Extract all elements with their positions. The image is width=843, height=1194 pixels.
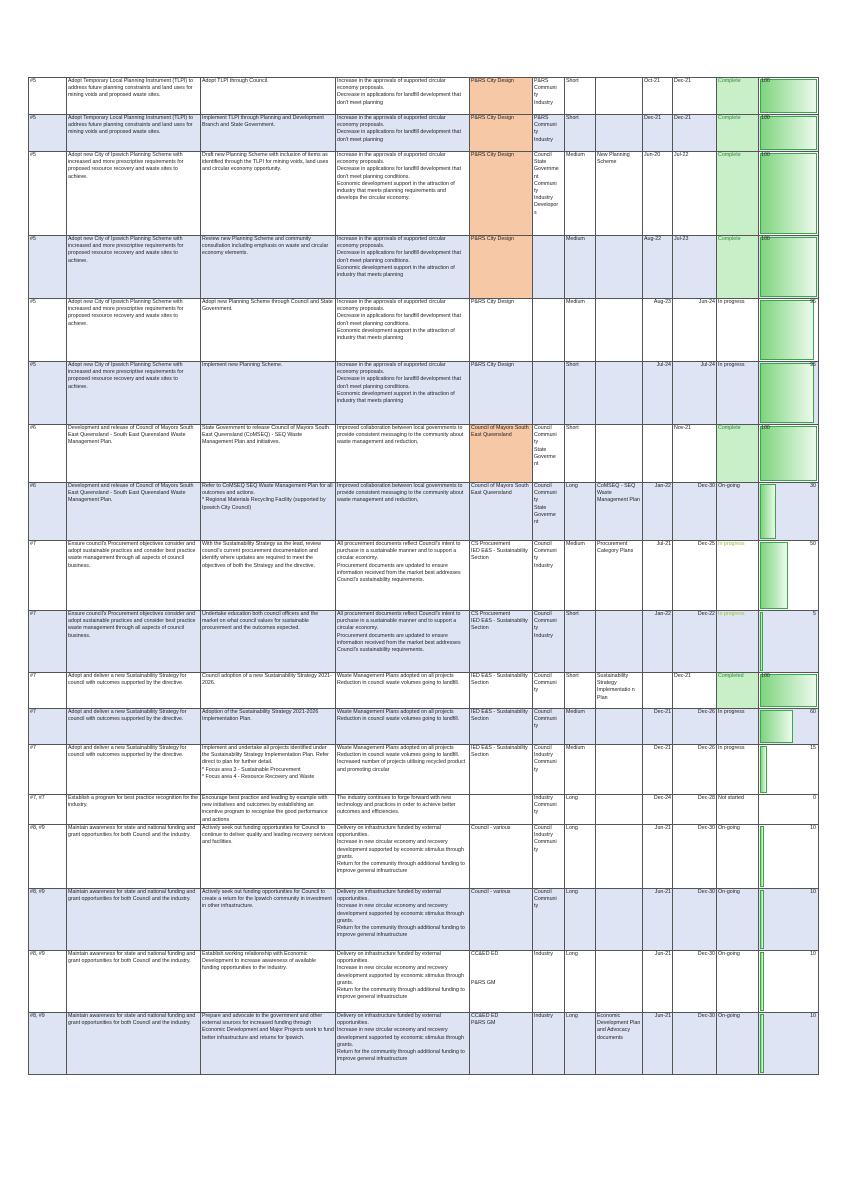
owner-cell: Council of Mayors South East Queensland — [470, 425, 533, 483]
stakeholders-cell: Council Communi ty State Goverme nt — [533, 483, 565, 541]
row-id: #5 — [29, 362, 67, 425]
table-row — [29, 483, 819, 541]
table-row — [29, 152, 819, 236]
owner-cell: Council - various — [470, 889, 533, 951]
owner-cell: P&RS City Design — [470, 115, 533, 152]
row-id: #7 — [29, 541, 67, 611]
action-plan-sheet — [28, 77, 818, 1075]
row-id: #5 — [29, 152, 67, 236]
owner-cell: P&RS City Design — [470, 236, 533, 299]
table-row — [29, 673, 819, 709]
percent-value: 30 — [810, 483, 816, 489]
row-id: #8, #9 — [29, 825, 67, 889]
data-bar — [760, 826, 764, 887]
percent-value: 100 — [761, 425, 770, 431]
stakeholders-cell — [533, 236, 565, 299]
percent-value: 100 — [761, 673, 770, 679]
action-cell: Refer to CoMSEQ SEQ Waste Management Plan for all outcomes and actions. * Regional Materials Recycling Facility (supported by Ipswich City Council) — [201, 483, 336, 541]
row-id: #6 — [29, 483, 67, 541]
plan-cell — [596, 425, 643, 483]
plan-cell — [596, 825, 643, 889]
stakeholders-cell: Industry Communi ty — [533, 795, 565, 825]
percent-cell — [759, 795, 819, 825]
action-cell: Review new Planning Scheme and community consultation including emphasis on waste and circular economy elements. — [201, 236, 336, 299]
status-cell: Complete — [717, 236, 759, 299]
objective-cell: Establish a program for best practice recognition for the industry. — [67, 795, 201, 825]
objective-cell: Adopt new City of Ipswich Planning Scheme with increased and more prescriptive requirements for proposed resource recovery and waste sites to achieve. — [67, 152, 201, 236]
plan-cell: Economic Development Plan and Advocacy documents — [596, 1013, 643, 1075]
percent-value: 50 — [810, 541, 816, 547]
end-date: Dec-30 — [673, 825, 717, 889]
term-cell: Medium — [565, 299, 596, 362]
action-cell: Implement new Planning Scheme. — [201, 362, 336, 425]
table-row — [29, 745, 819, 795]
owner-cell: CC&ED ED P&RS GM — [470, 1013, 533, 1075]
row-id: #7 — [29, 673, 67, 709]
stakeholders-cell: P&RS Communi ty Industry — [533, 115, 565, 152]
term-cell: Short — [565, 425, 596, 483]
outcomes-cell: Increase in the approvals of supported circular economy proposals. Decrease in applications for landfill development that don't meet planning conditions. Economic development support in the attraction of industry that meets planning — [336, 299, 470, 362]
percent-cell — [759, 673, 819, 709]
action-cell: Implement and undertake all projects identified under the Sustainability Strategy Implementation Plan. Refer direct to plan for further detail. * Focus area 3 - Sustainable Procurement * Focus area 4 - Resource Recovery and Waste — [201, 745, 336, 795]
owner-cell: CS Procurement IED E&S - Sustainability Section — [470, 541, 533, 611]
outcomes-cell: Increase in the approvals of supported circular economy proposals. Decrease in applications for landfill development that don't meet planning — [336, 115, 470, 152]
term-cell: Medium — [565, 236, 596, 299]
status-cell: In progress — [717, 299, 759, 362]
outcomes-cell: Delivery on infrastructure funded by external opportunities. Increase in new circular economy and recovery development supported by economic stimulus through grants. Return for the community through additional funding to improve general infrastructure — [336, 889, 470, 951]
plan-cell: Sustainability Strategy Implementatio n Plan — [596, 673, 643, 709]
objective-cell: Development and release of Council of Mayors South East Queensland - South East Queensland Waste Management Plan. — [67, 483, 201, 541]
stakeholders-cell: Council Communi ty State Goverme nt — [533, 425, 565, 483]
start-date: Dec-21 — [643, 115, 673, 152]
outcomes-cell: Improved collaboration between local governments to provide consistent messaging to the community about waste management and reduction, — [336, 483, 470, 541]
term-cell: Long — [565, 483, 596, 541]
start-date: Jun-21 — [643, 825, 673, 889]
row-id: #8, #9 — [29, 951, 67, 1013]
term-cell: Short — [565, 362, 596, 425]
outcomes-cell: Increase in the approvals of supported circular economy proposals. Decrease in applications for landfill development that don't meet planning conditions. Economic development support in the attraction of industry that meets planning requirements and develops the circular economy. — [336, 152, 470, 236]
outcomes-cell: Improved collaboration between local governments to provide consistent messaging to the community about waste management and reduction, — [336, 425, 470, 483]
term-cell: Short — [565, 673, 596, 709]
start-date: Jun-21 — [643, 1013, 673, 1075]
row-id: #7 — [29, 745, 67, 795]
objective-cell: Ensure council's Procurement objectives consider and adopt sustainable practices and consider best practice waste management through all aspects of council business. — [67, 541, 201, 611]
percent-cell — [759, 236, 819, 299]
table-row — [29, 541, 819, 611]
percent-cell — [759, 611, 819, 673]
plan-cell: CoMSEQ - SEQ Waste Management Plan — [596, 483, 643, 541]
stakeholders-cell — [533, 362, 565, 425]
start-date: Jun-21 — [643, 951, 673, 1013]
percent-value: 100 — [761, 115, 770, 121]
percent-cell — [759, 78, 819, 115]
owner-cell: P&RS City Design — [470, 299, 533, 362]
end-date: Dec-30 — [673, 483, 717, 541]
objective-cell: Adopt and deliver a new Sustainability Strategy for council with outcomes supported by the directive. — [67, 709, 201, 745]
plan-cell — [596, 611, 643, 673]
objective-cell: Development and release of Council of Mayors South East Queensland - South East Queensland Waste Management Plan. — [67, 425, 201, 483]
term-cell: Medium — [565, 152, 596, 236]
end-date: Jul-24 — [673, 362, 717, 425]
stakeholders-cell: Council Communi ty — [533, 889, 565, 951]
outcomes-cell: All procurement documents reflect Council's intent to purchase in a sustainable manner and to support a circular economy. Procurement documents are updated to ensure information received from the market best addresses Council's sustainability requirements. — [336, 541, 470, 611]
outcomes-cell: All procurement documents reflect Council's intent to purchase in a sustainable manner and to support a circular economy. Procurement documents are updated to ensure information received from the market best addresses Council's sustainability requirements. — [336, 611, 470, 673]
percent-value: 10 — [810, 951, 816, 957]
plan-cell — [596, 78, 643, 115]
start-date: Oct-21 — [643, 78, 673, 115]
percent-cell — [759, 951, 819, 1013]
plan-cell — [596, 299, 643, 362]
data-bar — [760, 363, 814, 423]
status-cell: Complete — [717, 152, 759, 236]
plan-cell — [596, 795, 643, 825]
action-cell: Adoption of the Sustainability Strategy 2021-2026 Implementation Plan. — [201, 709, 336, 745]
end-date: Dec-30 — [673, 1013, 717, 1075]
table-row — [29, 951, 819, 1013]
table-row — [29, 236, 819, 299]
start-date — [643, 673, 673, 709]
status-cell: Completed — [717, 673, 759, 709]
percent-value: 60 — [810, 709, 816, 715]
end-date: Dec-30 — [673, 951, 717, 1013]
row-id: #6 — [29, 425, 67, 483]
start-date: Aug-23 — [643, 299, 673, 362]
percent-value: 10 — [810, 825, 816, 831]
end-date: Nov-21 — [673, 425, 717, 483]
owner-cell: CS Procurement IED E&S - Sustainability Section — [470, 611, 533, 673]
table-row — [29, 78, 819, 115]
row-id: #7 — [29, 709, 67, 745]
data-bar — [760, 300, 814, 360]
status-cell: On-going — [717, 825, 759, 889]
table-row — [29, 299, 819, 362]
owner-cell: IED E&S - Sustainability Section — [470, 709, 533, 745]
objective-cell: Ensure council's Procurement objectives consider and adopt sustainable practices and consider best practice waste management through all aspects of council business. — [67, 611, 201, 673]
start-date: Jul-24 — [643, 362, 673, 425]
percent-value: 100 — [761, 78, 770, 84]
owner-cell: P&RS City Design — [470, 152, 533, 236]
action-plan-table — [28, 77, 819, 1075]
objective-cell: Adopt new City of Ipswich Planning Scheme with increased and more prescriptive requirements for proposed resource recovery and waste sites to achieve. — [67, 362, 201, 425]
plan-cell — [596, 236, 643, 299]
percent-cell — [759, 425, 819, 483]
term-cell: Short — [565, 115, 596, 152]
plan-cell — [596, 745, 643, 795]
objective-cell: Maintain awareness for state and national funding and grant opportunities for both Council and the industry. — [67, 1013, 201, 1075]
stakeholders-cell: P&RS Communi ty Industry — [533, 78, 565, 115]
plan-cell: New Planning Scheme — [596, 152, 643, 236]
start-date: Aug-22 — [643, 236, 673, 299]
action-cell: Actively seek out funding opportunities for Council to create a return for the Ipswich community in investment in other infrastructure. — [201, 889, 336, 951]
plan-cell — [596, 362, 643, 425]
outcomes-cell: Increase in the approvals of supported circular economy proposals. Decrease in applications for landfill development that don't meet planning conditions. Economic development support in the attraction of industry that meets planning — [336, 236, 470, 299]
end-date: Dec-30 — [673, 889, 717, 951]
objective-cell: Adopt new City of Ipswich Planning Scheme with increased and more prescriptive requirements for proposed resource recovery and waste sites to achieve. — [67, 299, 201, 362]
stakeholders-cell: Council Communi ty — [533, 673, 565, 709]
outcomes-cell: Waste Management Plans adopted on all projects Reduction in council waste volumes going to landfill. — [336, 709, 470, 745]
percent-cell — [759, 825, 819, 889]
status-cell: Not started — [717, 795, 759, 825]
table-row — [29, 611, 819, 673]
term-cell: Medium — [565, 745, 596, 795]
outcomes-cell: Waste Management Plans adopted on all projects Reduction in council waste volumes going to landfill. — [336, 673, 470, 709]
table-body — [29, 78, 819, 1075]
objective-cell: Adopt and deliver a new Sustainability Strategy for council with outcomes supported by the directive. — [67, 673, 201, 709]
percent-cell — [759, 115, 819, 152]
data-bar — [760, 237, 817, 297]
outcomes-cell: Waste Management Plans adopted on all projects Reduction in council waste volumes going to landfill. Increased number of projects utilising recycled product and promoting circular — [336, 745, 470, 795]
action-cell: Undertake education both council officers and the market on what council values for sustainable procurement and the outcomes expected. — [201, 611, 336, 673]
status-cell: On-going — [717, 483, 759, 541]
outcomes-cell: Delivery on infrastructure funded by external opportunities. Increase in new circular economy and recovery development supported by economic stimulus through grants. Return for the community through additional funding to improve general infrastructure — [336, 951, 470, 1013]
table-row — [29, 362, 819, 425]
percent-value: 0 — [813, 795, 816, 801]
percent-value: 100 — [761, 236, 770, 242]
percent-value: 10 — [810, 889, 816, 895]
term-cell: Short — [565, 78, 596, 115]
objective-cell: Adopt and deliver a new Sustainability Strategy for council with outcomes supported by the directive. — [67, 745, 201, 795]
term-cell: Medium — [565, 541, 596, 611]
stakeholders-cell: Council Industry Communi ty — [533, 745, 565, 795]
start-date: Jun-21 — [643, 889, 673, 951]
row-id: #5 — [29, 78, 67, 115]
action-cell: Encourage best practice and leading by example with new initiatives and outcomes by establishing an incentive program to recognise the good performance and actions — [201, 795, 336, 825]
status-cell: Complete — [717, 115, 759, 152]
outcomes-cell: The industry continues to forge forward with new technology and practices in order to achieve better outcomes and efficiencies. — [336, 795, 470, 825]
end-date: Jul-23 — [673, 236, 717, 299]
objective-cell: Maintain awareness for state and national funding and grant opportunities for both Council and the industry. — [67, 889, 201, 951]
end-date: Dec-21 — [673, 78, 717, 115]
row-id: #8, #9 — [29, 1013, 67, 1075]
action-cell: Adopt TLPI through Council. — [201, 78, 336, 115]
percent-cell — [759, 1013, 819, 1075]
end-date: Dec-22 — [673, 611, 717, 673]
owner-cell: P&RS City Design — [470, 78, 533, 115]
start-date: Jul-21 — [643, 541, 673, 611]
action-cell: State Government to release Council of Mayors South East Queensland (CoMSEQ) - SEQ Waste Management Plan and initiatives. — [201, 425, 336, 483]
row-id: #8, #9 — [29, 889, 67, 951]
percent-cell — [759, 299, 819, 362]
action-cell: Actively seek out funding opportunities for Council to continue to deliver quality and leading recovery services and facilities. — [201, 825, 336, 889]
start-date: Dec-24 — [643, 795, 673, 825]
data-bar — [760, 542, 788, 609]
data-bar — [760, 426, 817, 481]
table-row — [29, 889, 819, 951]
objective-cell: Maintain awareness for state and national funding and grant opportunities for both Council and the industry. — [67, 951, 201, 1013]
owner-cell: CC&ED ED P&RS GM — [470, 951, 533, 1013]
term-cell: Long — [565, 951, 596, 1013]
end-date: Dec-28 — [673, 795, 717, 825]
stakeholders-cell: Council Communi ty — [533, 709, 565, 745]
data-bar — [760, 1014, 764, 1073]
owner-cell: Council - various — [470, 825, 533, 889]
percent-cell — [759, 152, 819, 236]
objective-cell: Adopt new City of Ipswich Planning Scheme with increased and more prescriptive requirements for proposed resource recovery and waste sites to achieve. — [67, 236, 201, 299]
plan-cell — [596, 889, 643, 951]
owner-cell: P&RS City Design — [470, 362, 533, 425]
percent-value: 10 — [810, 1013, 816, 1019]
table-row — [29, 825, 819, 889]
owner-cell: Council of Mayors South East Queensland — [470, 483, 533, 541]
table-row — [29, 115, 819, 152]
end-date: Dec-21 — [673, 115, 717, 152]
objective-cell: Maintain awareness for state and national funding and grant opportunities for both Council and the industry. — [67, 825, 201, 889]
objective-cell: Adopt Temporary Local Planning Instrument (TLPI) to address future planning constraints and land uses for mining voids and proposed waste sites. — [67, 78, 201, 115]
action-cell: Adopt new Planning Scheme through Council and State Government. — [201, 299, 336, 362]
status-cell: In progress — [717, 611, 759, 673]
action-cell: Establish working relationship with Economic Development to increase awareness of available funding opportunities to the industry. — [201, 951, 336, 1013]
outcomes-cell: Increase in the approvals of supported circular economy proposals. Decrease in applications for landfill development that don't meet planning conditions. Economic development support in the attraction of industry that meets planning — [336, 362, 470, 425]
status-cell: On-going — [717, 1013, 759, 1075]
plan-cell — [596, 951, 643, 1013]
percent-value: 5 — [813, 611, 816, 617]
plan-cell: Procurement Category Plans — [596, 541, 643, 611]
action-cell: Prepare and advocate to the government and other external sources for increased funding through Economic Development and Major Projects work to fund better infrastructure and returns for Ipswich. — [201, 1013, 336, 1075]
percent-value: 15 — [810, 745, 816, 751]
percent-cell — [759, 541, 819, 611]
percent-cell — [759, 362, 819, 425]
percent-value: 95 — [810, 362, 816, 368]
owner-cell: IED E&S - Sustainability Section — [470, 745, 533, 795]
plan-cell — [596, 115, 643, 152]
outcomes-cell: Delivery on infrastructure funded by external opportunities. Increase in new circular economy and recovery development supported by economic stimulus through grants. Return for the community through additional funding to improve general infrastructure — [336, 1013, 470, 1075]
end-date: Dec-21 — [673, 673, 717, 709]
percent-cell — [759, 709, 819, 745]
end-date: Jun-24 — [673, 299, 717, 362]
term-cell: Long — [565, 795, 596, 825]
stakeholders-cell: Council State Governme nt Communi ty Industry Developor s — [533, 152, 565, 236]
stakeholders-cell: Council Communi ty Industry — [533, 611, 565, 673]
owner-cell: IED E&S - Sustainability Section — [470, 673, 533, 709]
outcomes-cell: Increase in the approvals of supported circular economy proposals. Decrease in applications for landfill development that don't meet planning — [336, 78, 470, 115]
stakeholders-cell: Industry — [533, 1013, 565, 1075]
term-cell: Short — [565, 611, 596, 673]
action-cell: With the Sustainability Strategy as the lead, review council's current procurement documentation and identify where updates are required to meet the objectives of both the Strategy and the directive. — [201, 541, 336, 611]
percent-value: 95 — [810, 299, 816, 305]
action-cell: Council adoption of a new Sustainability Strategy 2021-2026. — [201, 673, 336, 709]
status-cell: In progress — [717, 362, 759, 425]
status-cell: Complete — [717, 78, 759, 115]
term-cell: Long — [565, 1013, 596, 1075]
data-bar — [760, 153, 817, 234]
term-cell: Long — [565, 889, 596, 951]
start-date: Dec-21 — [643, 745, 673, 795]
end-date: Dec-25 — [673, 541, 717, 611]
data-bar — [760, 746, 767, 793]
start-date: Jan-22 — [643, 611, 673, 673]
table-row — [29, 709, 819, 745]
data-bar — [760, 484, 776, 539]
percent-value: 100 — [761, 152, 770, 158]
plan-cell — [596, 709, 643, 745]
data-bar — [760, 952, 764, 1011]
start-date — [643, 425, 673, 483]
term-cell: Medium — [565, 709, 596, 745]
stakeholders-cell: Industry — [533, 951, 565, 1013]
stakeholders-cell: Council Industry Communi ty — [533, 825, 565, 889]
action-cell: Draft new Planning Scheme with inclusion of items as identified through the TLPI for mining voids, land uses and circular economy opportunity. — [201, 152, 336, 236]
stakeholders-cell: Council Communi ty Industry — [533, 541, 565, 611]
row-id: #5 — [29, 236, 67, 299]
table-row — [29, 795, 819, 825]
status-cell: In progress — [717, 745, 759, 795]
objective-cell: Adopt Temporary Local Planning Instrument (TLPI) to address future planning constraints and land uses for mining voids and proposed waste sites. — [67, 115, 201, 152]
data-bar — [760, 890, 764, 949]
start-date: Jan-22 — [643, 483, 673, 541]
status-cell: In progress — [717, 709, 759, 745]
row-id: #7 — [29, 611, 67, 673]
status-cell: On-going — [717, 951, 759, 1013]
end-date: Dec-26 — [673, 709, 717, 745]
start-date: Jun-20 — [643, 152, 673, 236]
row-id: #5 — [29, 115, 67, 152]
row-id: #5 — [29, 299, 67, 362]
row-id: #7, #7 — [29, 795, 67, 825]
stakeholders-cell — [533, 299, 565, 362]
percent-cell — [759, 483, 819, 541]
outcomes-cell: Delivery on infrastructure funded by external opportunities. Increase in new circular economy and recovery development supported by economic stimulus through grants. Return for the community through additional funding to improve general infrastructure — [336, 825, 470, 889]
end-date: Dec-26 — [673, 745, 717, 795]
table-row — [29, 1013, 819, 1075]
percent-cell — [759, 889, 819, 951]
action-cell: Implement TLPI through Planning and Development Branch and State Government. — [201, 115, 336, 152]
status-cell: Complete — [717, 425, 759, 483]
start-date: Dec-21 — [643, 709, 673, 745]
data-bar — [760, 612, 763, 671]
table-row — [29, 425, 819, 483]
end-date: Jul-22 — [673, 152, 717, 236]
status-cell: On-going — [717, 889, 759, 951]
percent-cell — [759, 745, 819, 795]
term-cell: Long — [565, 825, 596, 889]
owner-cell — [470, 795, 533, 825]
status-cell: In progress — [717, 541, 759, 611]
